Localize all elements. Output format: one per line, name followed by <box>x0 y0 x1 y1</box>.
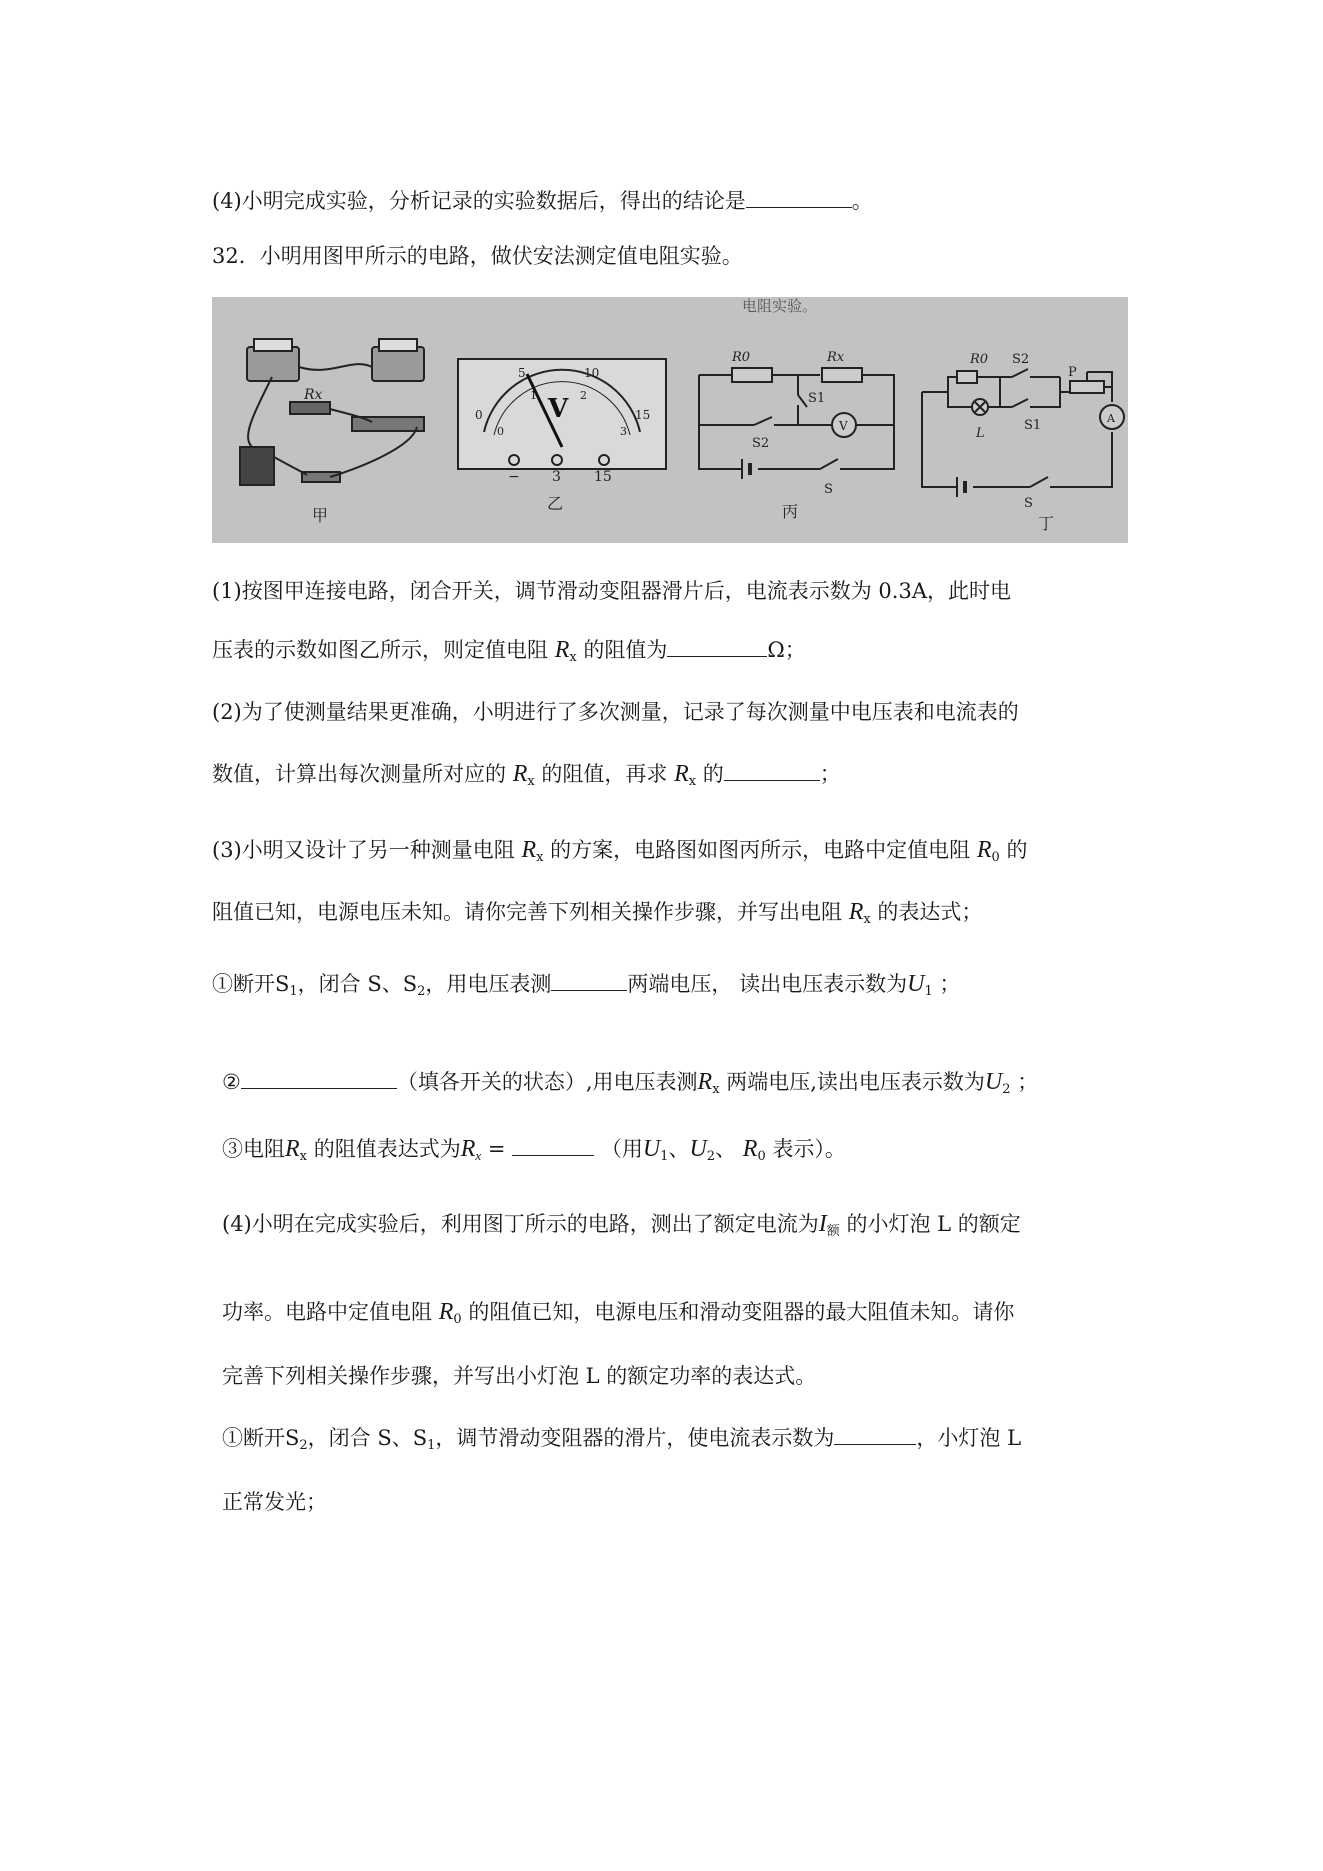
answer-blank[interactable] <box>241 1068 397 1089</box>
label-s2: S2 <box>1012 352 1030 367</box>
ammeter-device <box>247 347 299 381</box>
figure-top-text: 电阻实验。 <box>742 297 818 315</box>
lower-scale-0: 0 <box>497 425 504 438</box>
lower-scale-1: 1 <box>530 389 537 402</box>
label-s: S <box>1024 496 1033 511</box>
label-p: P <box>1068 365 1077 380</box>
q32-step2: ② （填各开关的状态）,用电压表测$R_x$ 两端电压,读出电压表示数为$U_2$ ； <box>222 1069 1039 1097</box>
label-s1: S1 <box>808 391 826 406</box>
q32-step1: ①断开$S_1$，闭合 S、$S_2$，用电压表测 两端电压， 读出电压表示数为$U_1$ ； <box>212 971 961 999</box>
label-rx: Rx <box>827 350 845 365</box>
upper-scale-15: 15 <box>635 408 651 422</box>
battery-icon <box>240 447 274 485</box>
circuit-figure-svg <box>212 297 1128 543</box>
rheostat <box>1070 381 1104 393</box>
label-a: A <box>1107 412 1115 425</box>
answer-blank[interactable] <box>834 1424 916 1445</box>
upper-scale-5: 5 <box>518 366 526 380</box>
resistor-r0 <box>957 371 977 383</box>
q32-part1-line1: (1)按图甲连接电路，闭合开关，调节滑动变阻器滑片后，电流表示数为 0.3A，此时电 <box>212 579 1011 603</box>
resistor-rx <box>290 402 330 414</box>
q32-part3-line1: (3)小明又设计了另一种测量电阻 $R_x$ 的方案，电路图如图丙所示，电路中定值电阻 $R_0$ 的 <box>212 837 1028 865</box>
q32-intro: 32．小明用图甲所示的电路，做伏安法测定值电阻实验。 <box>212 244 743 268</box>
q32-part4-line3: 完善下列相关操作步骤，并写出小灯泡 L 的额定功率的表达式。 <box>222 1364 817 1388</box>
q32-step3: ③电阻$R_x$ 的阻值表达式为$R_x$ = （用$U_1$、$U_2$、 $R_0$ 表示）。 <box>222 1136 846 1164</box>
resistor-r0 <box>732 368 772 382</box>
meter-symbol: V <box>548 394 569 424</box>
q32-part1-line2: 压表的示数如图乙所示，则定值电阻 $R_x$ 的阻值为 Ω； <box>212 637 806 665</box>
terminal-3: 3 <box>552 469 561 485</box>
upper-scale-0: 0 <box>475 408 483 422</box>
lower-scale-2: 2 <box>580 389 587 402</box>
q32-part4-line2: 功率。电路中定值电阻 $R_0$ 的阻值已知，电源电压和滑动变阻器的最大阻值未知。请你 <box>222 1299 1015 1327</box>
answer-blank[interactable] <box>746 187 852 208</box>
upper-scale-10: 10 <box>584 366 600 380</box>
circuit-figure <box>212 297 1128 543</box>
terminal-minus: − <box>508 469 520 485</box>
label-s1: S1 <box>1024 418 1042 433</box>
caption-ding: 丁 <box>1038 514 1055 533</box>
q32-part3-line2: 阻值已知，电源电压未知。请你完善下列相关操作步骤，并写出电阻 $R_x$ 的表达式； <box>212 899 983 927</box>
caption-bing: 丙 <box>782 502 799 521</box>
label-s2: S2 <box>752 436 770 451</box>
q31-part4: (4)小明完成实验，分析记录的实验数据后，得出的结论是 。 <box>212 189 873 213</box>
label-l: L <box>976 426 985 441</box>
q32-part2-line2: 数值，计算出每次测量所对应的 $R_x$ 的阻值，再求 $R_x$ 的 ； <box>212 761 841 789</box>
label-v: V <box>839 419 848 433</box>
q32-part4-step1: ①断开$S_2$，闭合 S、$S_1$，调节滑动变阻器的滑片，使电流表示数为 ，小灯泡 L <box>222 1426 1022 1453</box>
caption-yi: 乙 <box>547 494 564 513</box>
q32-part2-line1: (2)为了使测量结果更准确，小明进行了多次测量，记录了每次测量中电压表和电流表的 <box>212 700 1019 724</box>
answer-blank[interactable] <box>724 760 820 781</box>
label-r0: R0 <box>732 350 751 365</box>
switch-icon <box>302 472 340 482</box>
answer-blank[interactable] <box>667 636 767 657</box>
q32-part4-line1: (4)小明在完成实验后，利用图丁所示的电路，测出了额定电流为$I_额$ 的小灯泡 L 的额定 <box>222 1211 1021 1239</box>
q32-part4-step1-cont: 正常发光； <box>222 1490 327 1514</box>
resistor-rx <box>822 368 862 382</box>
voltmeter-device <box>372 347 424 381</box>
label-r0: R0 <box>970 352 989 367</box>
label-jia-rx: Rx <box>304 387 323 403</box>
answer-blank[interactable] <box>512 1135 594 1156</box>
answer-blank[interactable] <box>551 970 627 991</box>
q31-part4-text: (4)小明完成实验，分析记录的实验数据后，得出的结论是 <box>212 189 746 213</box>
terminal-15: 15 <box>594 469 612 485</box>
lower-scale-3: 3 <box>620 425 627 438</box>
caption-jia: 甲 <box>312 506 329 525</box>
label-s: S <box>824 482 833 497</box>
